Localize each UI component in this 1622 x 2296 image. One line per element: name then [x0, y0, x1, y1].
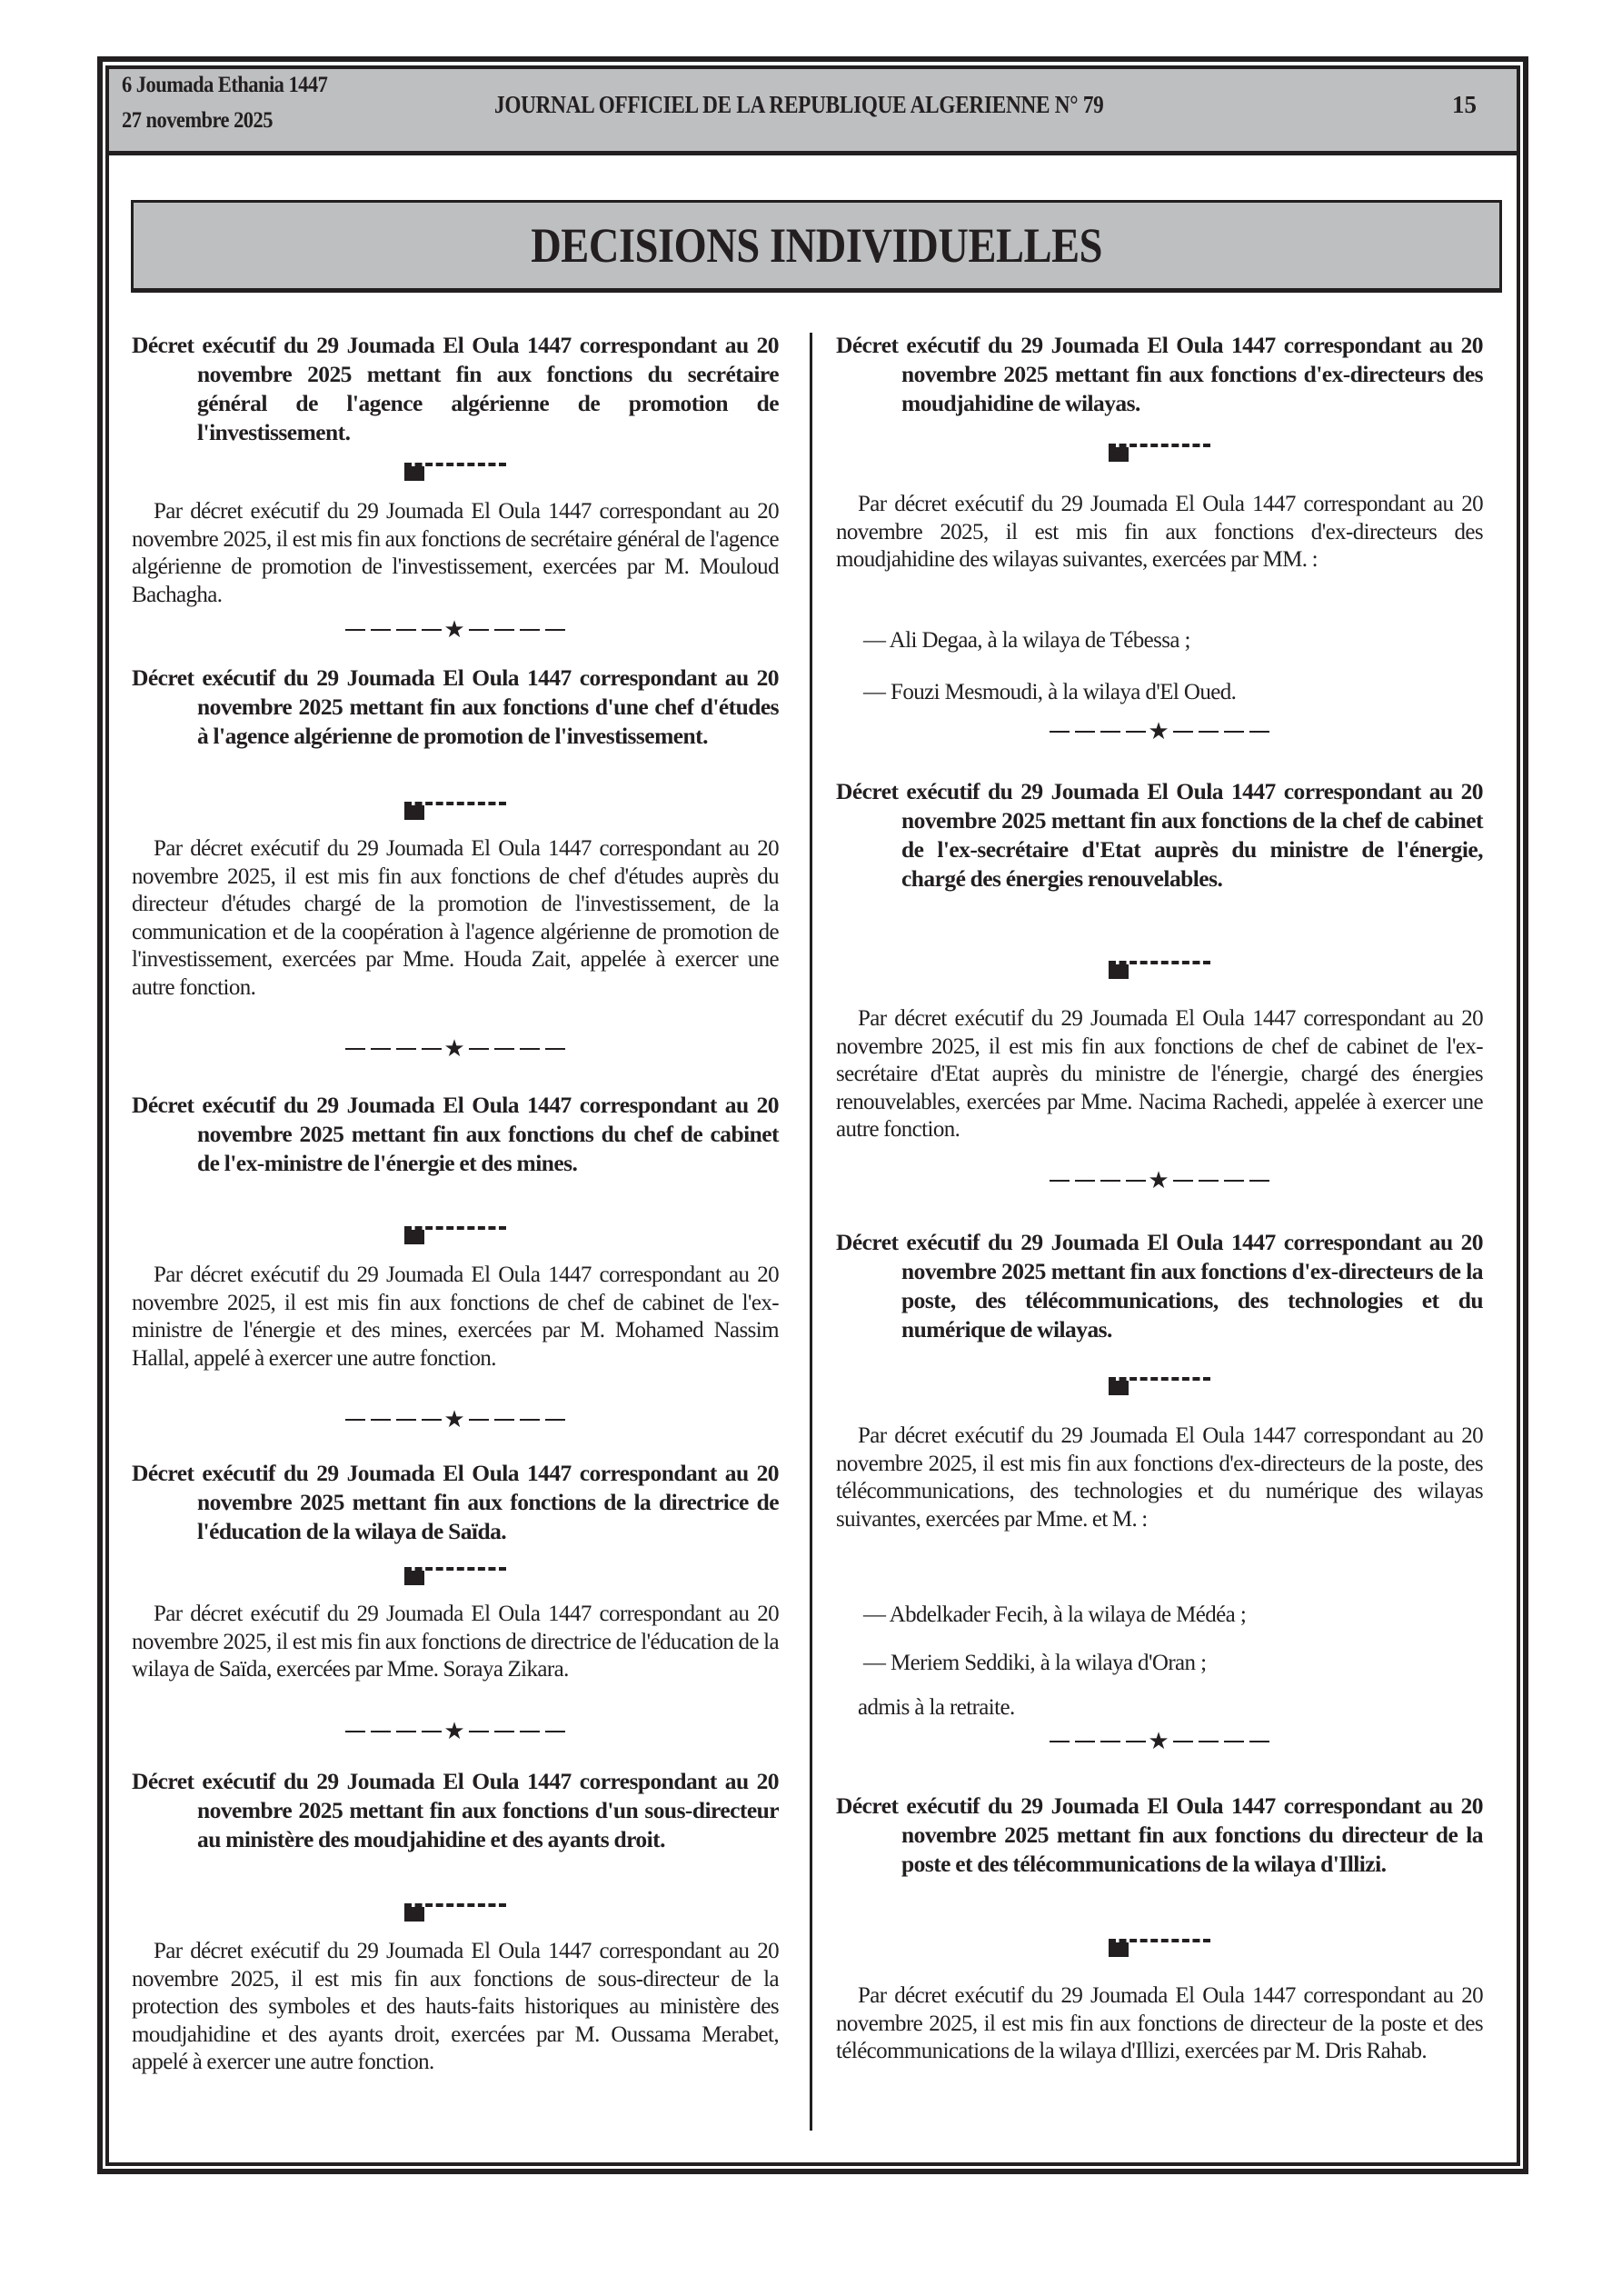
heading-separator [836, 1931, 1483, 1940]
section-title: DECISIONS INDIVIDUELLES [531, 218, 1102, 273]
decree-heading: Décret exécutif du 29 Joumada El Oula 1447 correspondant au 20 novembre 2025 mettant fin aux fonctions de la chef de cabinet de l'ex-secrétaire d'Etat auprès du ministre de l'énergie, chargé des énergies renouvelables. [836, 778, 1483, 892]
star-icon: ★ [443, 616, 467, 644]
list-item: — Meriem Seddiki, à la wilaya d'Oran ; [863, 1651, 1207, 1675]
heading-separator [132, 794, 779, 803]
star-separator [132, 616, 779, 642]
star-icon: ★ [1148, 718, 1171, 745]
star-separator [836, 1728, 1483, 1753]
decree-body: Par décret exécutif du 29 Joumada El Oula 1447 correspondant au 20 novembre 2025, il est mis fin aux fonctions de secrétaire général de l'agence algérienne de promotion de l'investissement, exercées par M. Mouloud Bachagha. [132, 499, 779, 607]
list-item: — Fouzi Mesmoudi, à la wilaya d'El Oued. [863, 680, 1237, 704]
heading-separator [836, 953, 1483, 962]
star-icon: ★ [1148, 1728, 1171, 1755]
star-icon: ★ [443, 1035, 467, 1063]
decree-body: Par décret exécutif du 29 Joumada El Oula 1447 correspondant au 20 novembre 2025, il est mis fin aux fonctions de directeur de la poste et des télécommunications de la wilaya d'Illizi, exercées par M. Dris Rahab. [836, 1983, 1483, 2063]
heading-separator [132, 1218, 779, 1227]
column-divider [810, 333, 812, 2131]
decree-heading: Décret exécutif du 29 Joumada El Oula 1447 correspondant au 20 novembre 2025 mettant fin aux fonctions d'une chef d'études à l'agence algérienne de promotion de l'investissement. [132, 664, 779, 749]
decree-body: Par décret exécutif du 29 Joumada El Oula 1447 correspondant au 20 novembre 2025, il est mis fin aux fonctions d'ex-directeurs des moudjahidine des wilayas suivantes, exercées par MM. : [836, 492, 1483, 572]
decree-body: Par décret exécutif du 29 Joumada El Oula 1447 correspondant au 20 novembre 2025, il est mis fin aux fonctions de chef de cabinet de l'ex-ministre de l'énergie et des mines, exercées par M. Mohamed Nassim Hallal, appelé à exercer une autre fonction. [132, 1263, 779, 1371]
heading-separator [132, 454, 779, 464]
section-title-box [131, 200, 1502, 293]
page-number: 15 [1452, 91, 1477, 118]
decree-body: Par décret exécutif du 29 Joumada El Oula 1447 correspondant au 20 novembre 2025, il est mis fin aux fonctions de chef d'études auprès du directeur d'études chargé de la promotion de l'investissement, de la communication et de la coopération à l'agence algérienne de promotion de l'investissement, exercées par Mme. Houda Zait, appelée à exercer une autre fonction. [132, 836, 779, 1000]
decree-heading: Décret exécutif du 29 Joumada El Oula 1447 correspondant au 20 novembre 2025 mettant fin aux fonctions du directeur de la poste et des télécommunications de la wilaya d'Illizi. [836, 1792, 1483, 1877]
star-icon: ★ [443, 1718, 467, 1745]
gregorian-date: 27 novembre 2025 [122, 108, 273, 133]
list-item: — Ali Degaa, à la wilaya de Tébessa ; [863, 628, 1190, 653]
decree-body: Par décret exécutif du 29 Joumada El Oula 1447 correspondant au 20 novembre 2025, il est mis fin aux fonctions de directrice de l'éducation de la wilaya de Saïda, exercées par Mme. Soraya Zikara. [132, 1602, 779, 1682]
decree-heading: Décret exécutif du 29 Joumada El Oula 1447 correspondant au 20 novembre 2025 mettant fin aux fonctions d'un sous-directeur au ministère des moudjahidine et des ayants droit. [132, 1768, 779, 1852]
hijri-date: 6 Joumada Ethania 1447 [122, 73, 328, 97]
journal-title: JOURNAL OFFICIEL DE LA REPUBLIQUE ALGERIENNE N° 79 [494, 91, 1104, 118]
decree-heading: Décret exécutif du 29 Joumada El Oula 1447 correspondant au 20 novembre 2025 mettant fin aux fonctions d'ex-directeurs des moudjahidine de wilayas. [836, 332, 1483, 416]
running-header [109, 69, 1517, 155]
heading-separator [836, 435, 1483, 444]
decree-heading: Décret exécutif du 29 Joumada El Oula 1447 correspondant au 20 novembre 2025 mettant fin aux fonctions du secrétaire général de l'agence algérienne de promotion de l'investissement. [132, 332, 779, 445]
heading-separator [836, 1369, 1483, 1378]
star-icon: ★ [443, 1406, 467, 1433]
decree-body: Par décret exécutif du 29 Joumada El Oula 1447 correspondant au 20 novembre 2025, il est mis fin aux fonctions d'ex-directeurs de la poste, des télécommunications, des technologies et du numérique des wilayas suivantes, exercées par Mme. et M. : [836, 1423, 1483, 1532]
closing-text: admis à la retraite. [858, 1695, 1015, 1720]
star-icon: ★ [1148, 1167, 1171, 1194]
decree-heading: Décret exécutif du 29 Joumada El Oula 1447 correspondant au 20 novembre 2025 mettant fin aux fonctions du chef de cabinet de l'ex-ministre de l'énergie et des mines. [132, 1092, 779, 1176]
heading-separator [132, 1895, 779, 1904]
decree-heading: Décret exécutif du 29 Joumada El Oula 1447 correspondant au 20 novembre 2025 mettant fin aux fonctions de la directrice de l'éducation de la wilaya de Saïda. [132, 1460, 779, 1544]
star-separator [132, 1406, 779, 1432]
star-separator [132, 1035, 779, 1061]
decree-body: Par décret exécutif du 29 Joumada El Oula 1447 correspondant au 20 novembre 2025, il est mis fin aux fonctions de sous-directeur de la protection des symboles et des hauts-faits historiques au ministère des moudjahidine et des ayants droit, exercées par M. Oussama Merabet, appelé à exercer une autre fonction. [132, 1939, 779, 2074]
decree-heading: Décret exécutif du 29 Joumada El Oula 1447 correspondant au 20 novembre 2025 mettant fin aux fonctions d'ex-directeurs de la poste, des télécommunications, des technologies et du numérique de wilayas. [836, 1229, 1483, 1343]
decree-body: Par décret exécutif du 29 Joumada El Oula 1447 correspondant au 20 novembre 2025, il est mis fin aux fonctions de chef de cabinet de l'ex-secrétaire d'Etat auprès du ministre de l'énergie, chargé des énergies renouvelables, exercées par Mme. Nacima Rachedi, appelée à exercer une autre fonction. [836, 1006, 1483, 1142]
star-separator [836, 718, 1483, 744]
heading-separator [132, 1559, 779, 1568]
star-separator [836, 1167, 1483, 1193]
star-separator [132, 1718, 779, 1743]
list-item: — Abdelkader Fecih, à la wilaya de Médéa ; [863, 1602, 1247, 1627]
